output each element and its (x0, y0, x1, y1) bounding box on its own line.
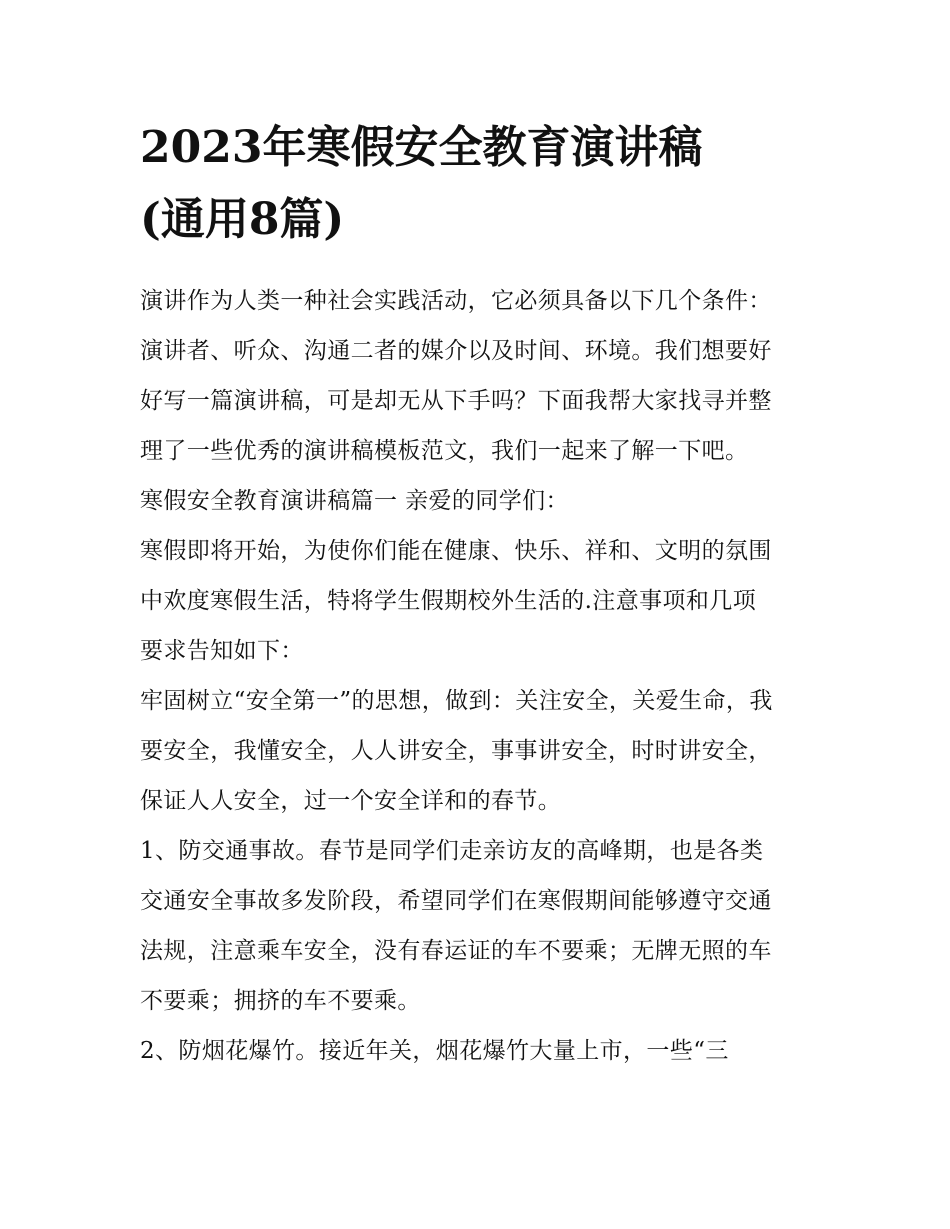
text-line: 保证人人安全，过一个安全详和的春节。 (140, 788, 562, 814)
paragraph-intro (140, 276, 820, 476)
document-body (140, 276, 820, 1076)
text-line: 好写一篇演讲稿，可是却无从下手吗？下面我帮大家找寻并整 (140, 388, 772, 414)
text-line: 1、防交通事故。春节是同学们走亲访友的高峰期，也是各类 (140, 838, 764, 864)
paragraph-section-heading (140, 476, 820, 526)
text-line: 寒假即将开始，为使你们能在健康、快乐、祥和、文明的氛围 (140, 538, 772, 564)
text-line: 理了一些优秀的演讲稿模板范文，我们一起来了解一下吧。 (140, 438, 749, 464)
text-line: 要求告知如下： (140, 638, 304, 664)
document-title (140, 112, 830, 256)
title-line-1: 2023年寒假安全教育演讲稿 (140, 122, 703, 173)
paragraph-safety-first (140, 676, 820, 826)
text-line: 演讲作为人类一种社会实践活动，它必须具备以下几个条件： (140, 288, 772, 314)
text-line: 2、防烟花爆竹。接近年关，烟花爆竹大量上市，一些“三 (140, 1038, 729, 1064)
text-line: 不要乘；拥挤的车不要乘。 (140, 988, 421, 1014)
paragraph-traffic-safety (140, 826, 820, 1026)
text-line: 中欢度寒假生活，特将学生假期校外生活的.注意事项和几项 (140, 588, 757, 614)
text-line: 法规，注意乘车安全，没有春运证的车不要乘；无牌无照的车 (140, 938, 772, 964)
text-line: 寒假安全教育演讲稿篇一 亲爱的同学们： (140, 488, 569, 514)
text-line: 演讲者、听众、沟通二者的媒介以及时间、环境。我们想要好 (140, 338, 772, 364)
text-line: 交通安全事故多发阶段，希望同学们在寒假期间能够遵守交通 (140, 888, 772, 914)
paragraph-notice (140, 526, 820, 676)
paragraph-fireworks-safety (140, 1026, 820, 1076)
text-line: 要安全，我懂安全，人人讲安全，事事讲安全，时时讲安全， (140, 738, 772, 764)
title-line-2: (通用8篇) (140, 194, 345, 245)
text-line: 牢固树立“安全第一”的思想，做到：关注安全，关爱生命，我 (140, 688, 773, 714)
